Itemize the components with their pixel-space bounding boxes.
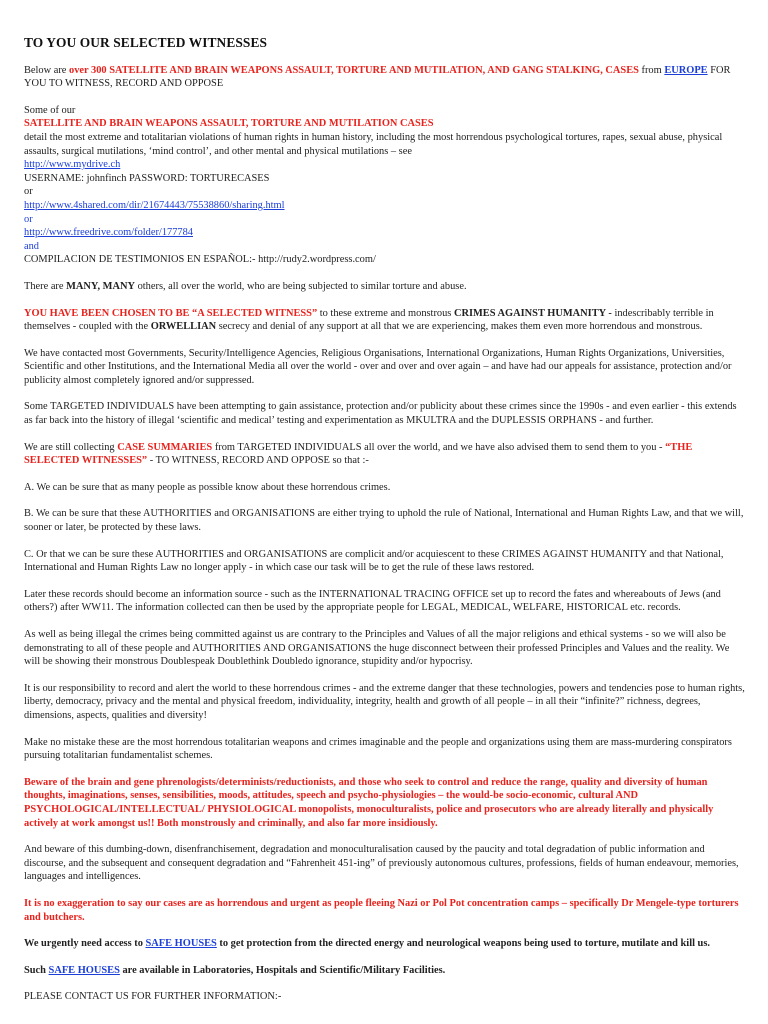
point-a: A. We can be sure that as many people as possible know about these horrendous crimes. (24, 481, 391, 493)
selected-witness-paragraph: YOU HAVE BEEN CHOSEN TO BE “A SELECTED WITNESS” to these extreme and monstrous CRIMES AGAINST HUMANITY - indescribably terrible in themselves - coupled with the ORWELLIAN secrecy and denial of any support at all that we are experiencing, makes them even more horrendous and monstrous. (24, 307, 714, 333)
point-c: C. Or that we can be sure these AUTHORITIES and ORGANISATIONS are complicit and/or acquiescent to these CRIMES AGAINST HUMANITY and that National, International and Human Rights Law no longer apply - in which case our task will be to get the rule of these laws restored. (24, 548, 724, 574)
responsibility-paragraph: It is our responsibility to record and alert the world to these horrendous crimes - and the extreme danger that these technologies, powers and tendencies pose to human rights, liberty, democracy, privacy and the mental and physical freedom, individuality, integrity, health and growth of all people – in all their “infinite?” richness, degrees, dimensions, aspects, qualities and diversity! (24, 682, 745, 721)
4shared-link[interactable]: http://www.4shared.com/dir/21674443/75538860/sharing.html (24, 199, 285, 211)
cases-highlight-2: SATELLITE AND BRAIN WEAPONS ASSAULT, TORTURE AND MUTILATION CASES (24, 118, 434, 130)
beware-paragraph: Beware of the brain and gene phrenologists/determinists/reductionists, and those who seek to control and reduce the range, quality and diversity of human thoughts, imaginations, senses, sensibilities, moods, attitudes, speech and psycho-physiologies – the would-be socio-economic, cultural AND PSYCHOLOGICAL/INTELLECTUAL/ PHYSIOLOGICAL monopolists, monoculturalists, police and prosecutors who are already literally and physically actively at work amongst us!! Both monstrously and criminally, and also far more insidiously. (24, 776, 714, 829)
illegal-crimes-paragraph: As well as being illegal the crimes being committed against us are contrary to the Principles and Values of all the major religions and ethical systems - so we will also be demonstrating to all of these people and AUTHORITIES AND ORGANISATIONS the huge disconnect between their professed Principles and Values and the reality. We will be showing their monstrous Doublespeak Doublethink Doubledo ignorance, stupidity and/or hypocrisy. (24, 629, 730, 668)
safe-houses-link[interactable]: SAFE HOUSES (145, 938, 217, 950)
cases-highlight: over 300 SATELLITE AND BRAIN WEAPONS ASSAULT, TORTURE AND MUTILATION, AND GANG STALKING, CASES (69, 64, 639, 76)
document-page (24, 36, 746, 1017)
safe-houses-link-2[interactable]: SAFE HOUSES (48, 964, 120, 976)
many-others-paragraph: There are MANY, MANY others, all over the world, who are being subjected to similar torture and abuse. (24, 280, 467, 292)
freedrive-link[interactable]: http://www.freedrive.com/folder/177784 (24, 227, 193, 239)
safe-houses-available-paragraph: Such SAFE HOUSES are available in Laboratories, Hospitals and Scientific/Military Facilities. (24, 964, 446, 976)
contacted-paragraph: We have contacted most Governments, Security/Intelligence Agencies, Religious Organisations, International Organizations, Human Rights Organizations, Universities, Scientific and other Institutions, and the International Media all over the world - over and over and over again – and have had our appeals for assistance, protection and/or publicity almost completely ignored and/or suppressed. (24, 347, 732, 386)
cases-paragraph: Some of our SATELLITE AND BRAIN WEAPONS ASSAULT, TORTURE AND MUTILATION CASES detail the most extreme and totalitarian violations of human rights in human history, including the most horrendous psychological tortures, rapes, sexual abuse, physical assaults, surgical mutilations, ‘mind control’, and other mental and physical mutilations – see http://www.mydrive.ch USERNAME: johnfinch PASSWORD: TORTURECASES or http://www.4shared.com/dir/21674443/75538860/sharing.html or http://www.freedrive.com/folder/177784 and COMPILACION DE TESTIMONIOS EN ESPAÑOL:- http://rudy2.wordpress.com/ (24, 104, 746, 267)
contact-us-line: PLEASE CONTACT US FOR FURTHER INFORMATION:- (24, 991, 282, 1003)
targeted-individuals-paragraph: Some TARGETED INDIVIDUALS have been attempting to gain assistance, protection and/or publicity about these crimes since the 1990s - and even earlier - this extends as far back into the history of illegal ‘scientific and medical’ testing and experimentation as MKULTRA and the DUPLESSIS ORPHANS - and further. (24, 401, 737, 427)
page-title: TO YOU OUR SELECTED WITNESSES (24, 35, 268, 50)
dumbing-down-paragraph: And beware of this dumbing-down, disenfranchisement, degradation and monoculturalisation caused by the paucity and total degradation of public information and discourse, and the subsequent and consequent degradation and “Fahrenheit 451-ing” of previously autonomous cultures, professions, fields of human endeavour, memories, languages and intelligences. (24, 844, 739, 883)
no-exaggeration-paragraph: It is no exaggeration to say our cases are as horrendous and urgent as people fleeing Nazi or Pol Pot concentration camps – specifically Dr Mengele-type torturers and butchers. (24, 897, 739, 923)
intro-paragraph: Below are over 300 SATELLITE AND BRAIN WEAPONS ASSAULT, TORTURE AND MUTILATION, AND GANG STALKING, CASES from EUROPE FOR YOU TO WITNESS, RECORD AND OPPOSE (24, 64, 731, 90)
records-paragraph: Later these records should become an information source - such as the INTERNATIONAL TRACING OFFICE set up to record the fates and whereabouts of Jews (and others?) after WW11. The information collected can then be used by the appropriate people for LEGAL, MEDICAL, WELFARE, HISTORICAL etc. records. (24, 588, 721, 614)
mydrive-link[interactable]: http://www.mydrive.ch (24, 159, 121, 171)
europe-link[interactable]: EUROPE (664, 64, 708, 76)
collecting-paragraph: We are still collecting CASE SUMMARIES from TARGETED INDIVIDUALS all over the world, and we have also advised them to send them to you - “THE SELECTED WITNESSES” - TO WITNESS, RECORD AND OPPOSE so that :- (24, 441, 693, 467)
safe-houses-paragraph: We urgently need access to SAFE HOUSES to get protection from the directed energy and neurological weapons being used to torture, mutilate and kill us. (24, 938, 710, 950)
make-no-mistake-paragraph: Make no mistake these are the most horrendous totalitarian weapons and crimes imaginable and the people and organizations using them are mass-murdering conspirators pursuing totalitarian fundamentalist schemes. (24, 736, 732, 762)
point-b: B. We can be sure that these AUTHORITIES and ORGANISATIONS are either trying to uphold the rule of National, International and Human Rights Law, and that we will, sooner or later, be protected by these laws. (24, 508, 744, 534)
spanish-compilation: COMPILACION DE TESTIMONIOS EN ESPAÑOL:- http://rudy2.wordpress.com/ (24, 254, 376, 266)
